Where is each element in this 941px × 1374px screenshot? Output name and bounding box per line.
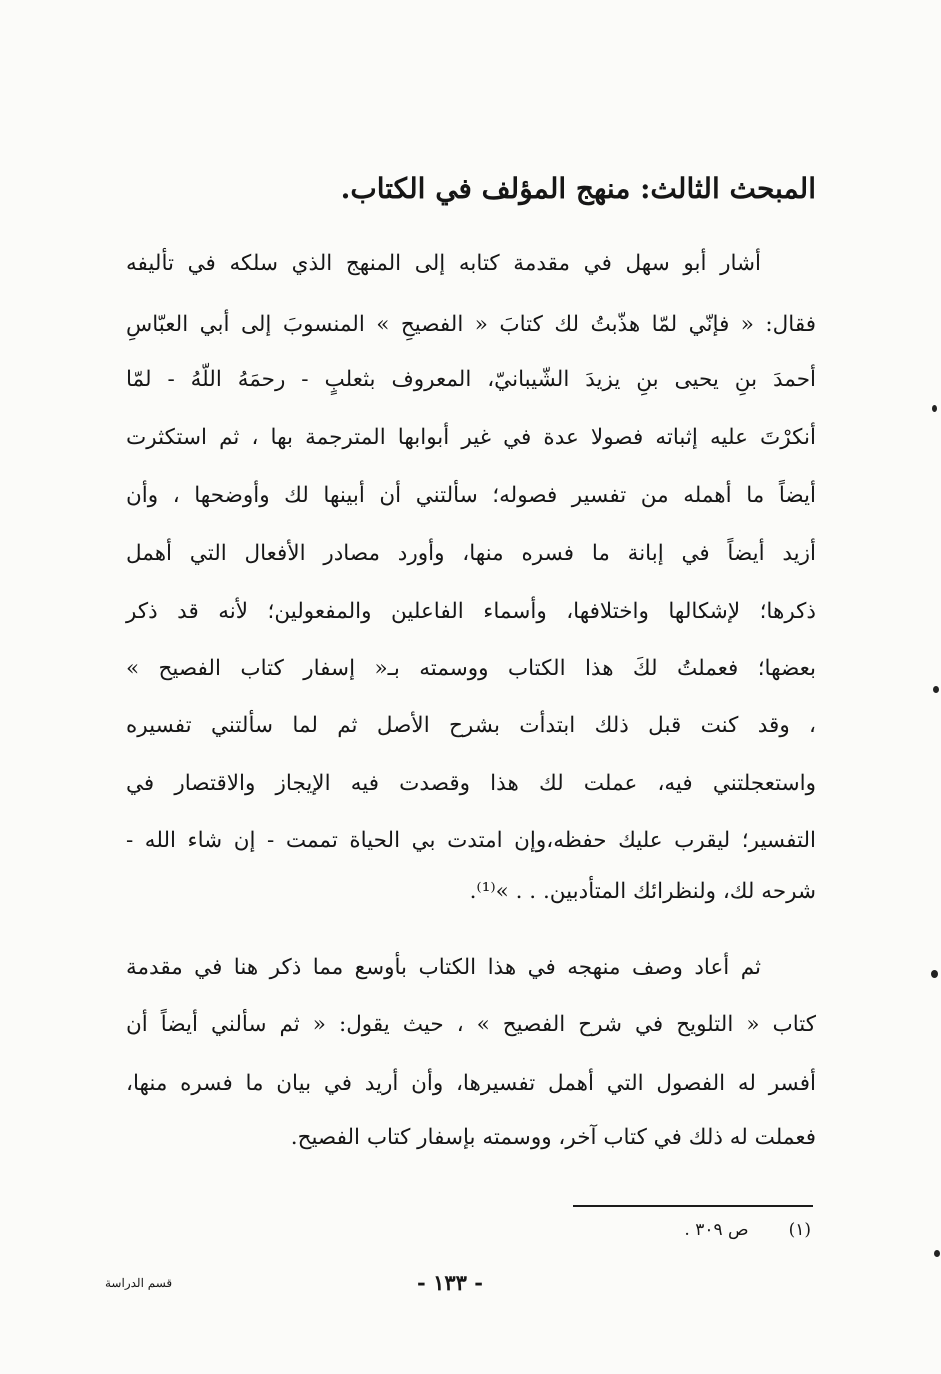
section-heading: المبحث الثالث: منهج المؤلف في الكتاب. (340, 172, 816, 205)
text-line: بعضها؛ فعملتُ لكَ هذا الكتاب ووسمته بـ« إسفار كتاب الفصيح » (126, 656, 816, 681)
text-line: أيضاً ما أهمله من تفسير فصوله؛ سألتني أن أبينها لك وأوضحها ، وأن (126, 483, 816, 508)
text-line: أفسر له الفصول التي أهمل تفسيرها، وأن أريد في بيان ما فسره منها، (126, 1071, 816, 1096)
text-line: أحمدَ بنِ يحيى بنِ يزيدَ الشّيبانيّ، المعروف بثعلبٍ - رحمَهُ اللّهُ - لمّا (126, 367, 816, 392)
footnote (684, 1220, 811, 1240)
scan-mark (931, 970, 938, 978)
page-number: - ١٣٣ - (417, 1270, 483, 1295)
section-label: قسم الدراسة (105, 1276, 173, 1290)
scan-mark (932, 405, 937, 412)
footnote-text: ص ٣٠٩ . (684, 1220, 749, 1240)
text-line: كتاب « التلويح في شرح الفصيح » ، حيث يقول: « ثم سألني أيضاً أن (126, 1012, 816, 1037)
footnote-number: (١) (788, 1220, 811, 1240)
text-line: شرحه لك، ولنظرائك المتأدبين. . . »⁽¹⁾. (469, 879, 816, 904)
scan-mark (934, 1250, 940, 1257)
text-line: فعملت له ذلك في كتاب آخر، ووسمته بإسفار كتاب الفصيح. (290, 1125, 816, 1150)
scan-mark (933, 686, 939, 693)
text-line: ذكرها؛ لإشكالها واختلافها، وأسماء الفاعلين والمفعولين؛ لأنه قد ذكر (126, 599, 816, 624)
text-line: أنكرْتَ عليه إثباته فصولا عدة في غير أبوابها المترجمة بها ، ثم استكثرت (126, 425, 816, 450)
text-line: فقال: « فإنّي لمّا هذّبتُ لك كتابَ « الفصيحِ » المنسوبَ إلى أبي العبّاسِ (126, 312, 816, 337)
text-line: أشار أبو سهل في مقدمة كتابه إلى المنهج الذي سلكه في تأليفه (126, 251, 761, 276)
footnote-divider (573, 1205, 813, 1207)
text-line: ، وقد كنت قبل ذلك ابتدأت بشرح الأصل ثم لما سألتني تفسيره (126, 713, 816, 738)
text-line: أزيد أيضاً في إبانة ما فسره منها، وأورد مصادر الأفعال التي أهمل (126, 541, 816, 566)
text-line: التفسير؛ ليقرب عليك حفظه،وإن امتدت بي الحياة تممت - إن شاء الله - (126, 828, 816, 853)
text-line: واستعجلتني فيه، عملت لك هذا وقصدت فيه الإيجاز والاقتصار في (126, 771, 816, 796)
text-line: ثم أعاد وصف منهجه في هذا الكتاب بأوسع مما ذكر هنا في مقدمة (126, 955, 761, 980)
